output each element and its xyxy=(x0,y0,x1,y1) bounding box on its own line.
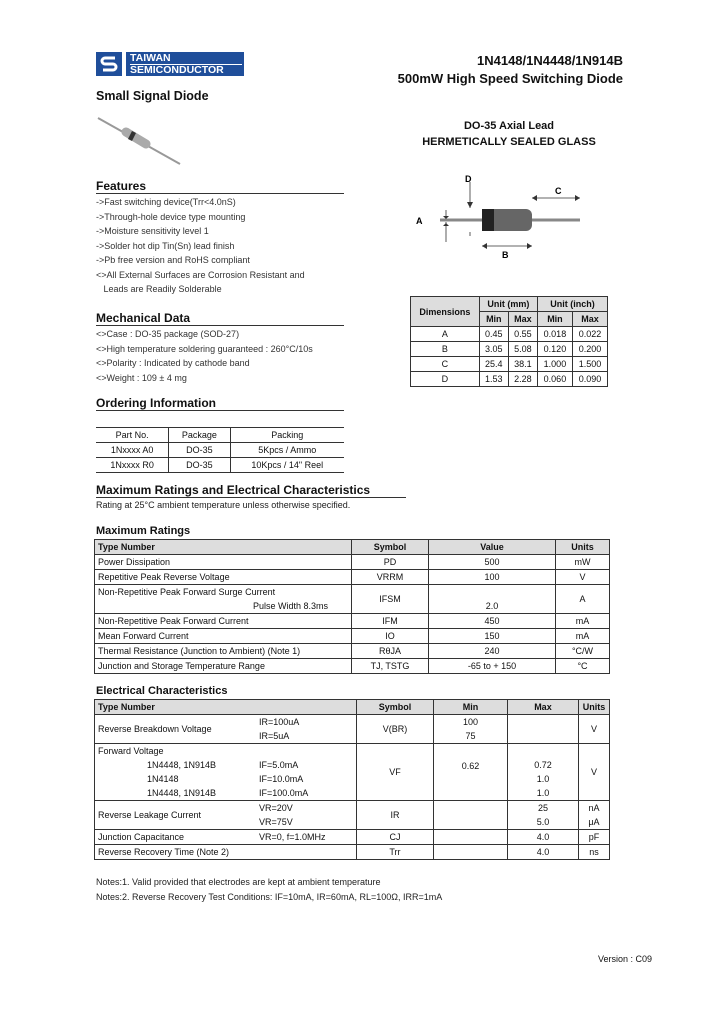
table-row: Junction and Storage Temperature Range TJ, TSTG -65 to + 150 °C xyxy=(95,659,610,674)
table-row: 1Nxxxx R0 DO-35 10Kpcs / 14" Reel xyxy=(96,458,344,473)
dim-col-header: Dimensions xyxy=(411,297,480,327)
table-row: Non-Repetitive Peak Forward Surge Current Pulse Width 8.3ms IFSM 2.0 A xyxy=(95,585,610,614)
electrical-table: Type Number Symbol Min Max Units Reverse Breakdown Voltage IR=100uA V(BR) 100 V IR=5uA 75 Forward Voltage VF 0.62 V 1N4448, 1N914B IF=5.0mA 0.72 1N4148 IF=10.0mA 1.0 1N4448, 1N914B IF=100.0mA 1.0 Reverse Leakage Current VR=20V IR 25 nA VR=75V 5.0 μA Junction Capacitance VR=0, f=1.0MHz CJ 4.0 pF Reverse Recovery Time (Note 2) Trr 4.0 ns xyxy=(94,699,610,860)
note-2: Notes:2. Reverse Recovery Test Conditions: IF=10mA, IR=60mA, RL=100Ω, IRR=1mA xyxy=(96,892,443,902)
table-row: Thermal Resistance (Junction to Ambient) (Note 1) RθJA 240 °C/W xyxy=(95,644,610,659)
table-row: Mean Forward Current IO 150 mA xyxy=(95,629,610,644)
mechanical-list xyxy=(96,327,356,385)
table-row: C 25.4 38.1 1.000 1.500 xyxy=(411,357,608,372)
max-header: Max xyxy=(508,312,537,327)
max-header: Max xyxy=(572,312,607,327)
list-item: <>High temperature soldering guaranteed : 260°C/10s xyxy=(96,343,313,354)
rating-note: Rating at 25°C ambient temperature unless otherwise specified. xyxy=(96,500,351,510)
part-numbers-title: 1N4148/1N4448/1N914B xyxy=(477,53,623,68)
list-item: ->Solder hot dip Tin(Sn) lead finish xyxy=(96,240,235,251)
table-row: VR=75V 5.0 μA xyxy=(95,815,610,830)
list-item: ->Moisture sensitivity level 1 xyxy=(96,226,209,236)
list-item: ->Through-hole device type mounting xyxy=(96,211,246,222)
list-item: Leads are Readily Solderable xyxy=(96,284,222,294)
table-row: Reverse Recovery Time (Note 2) Trr 4.0 ns xyxy=(95,845,610,860)
features-heading: Features xyxy=(96,179,344,194)
min-header: Min xyxy=(479,312,508,327)
dim-label-a: A xyxy=(416,216,423,226)
min-header: Min xyxy=(537,312,572,327)
mm-col-header: Unit (mm) xyxy=(479,297,537,312)
list-item: <>Weight : 109 ± 4 mg xyxy=(96,372,187,383)
note-1: Notes:1. Valid provided that electrodes are kept at ambient temperature xyxy=(96,877,381,887)
list-item: ->Pb free version and RoHS compliant xyxy=(96,255,250,265)
company-logo-text: TAIWAN SEMICONDUCTOR xyxy=(126,52,244,76)
list-item: <>All External Surfaces are Corrosion Resistant and xyxy=(96,269,305,280)
mechanical-heading: Mechanical Data xyxy=(96,311,344,326)
table-row: IR=5uA 75 xyxy=(95,729,610,744)
table-row: Reverse Leakage Current VR=20V IR 25 nA xyxy=(95,801,610,816)
ordering-heading: Ordering Information xyxy=(96,396,344,411)
electrical-subtitle: Electrical Characteristics xyxy=(96,685,228,697)
table-row: 1N4148 IF=10.0mA 1.0 xyxy=(95,772,610,786)
package-type-label: DO-35 Axial Lead xyxy=(463,120,555,132)
max-ratings-section-heading: Maximum Ratings and Electrical Characteristics xyxy=(96,483,406,498)
table-row: Junction Capacitance VR=0, f=1.0MHz CJ 4.0 pF xyxy=(95,830,610,845)
ordering-table: Part No. Package Packing 1Nxxxx A0 DO-35 5Kpcs / Ammo 1Nxxxx R0 DO-35 10Kpcs / 14" Reel xyxy=(96,427,344,473)
logo-icon xyxy=(96,52,122,76)
list-item: ->Fast switching device(Trr<4.0nS) xyxy=(96,197,236,207)
dim-label-b: B xyxy=(502,250,509,260)
max-ratings-table: Type Number Symbol Value Units Power Dissipation PD 500 mW Repetitive Peak Reverse Voltage VRRM 100 V Non-Repetitive Peak Forward Surge Current Pulse Width 8.3ms IFSM 2.0 A Non-Repetitive Peak Forward Current IFM 450 mA Mean Forward Current IO 150 mA Thermal Resistance (Junction to Ambient) (Note 1) RθJA 240 °C/W Junction and Storage Temperature Range TJ, TSTG -65 to + 150 °C xyxy=(94,539,610,674)
features-list xyxy=(96,195,356,297)
dim-label-c: C xyxy=(555,186,562,196)
product-subtitle: Small Signal Diode xyxy=(96,89,209,103)
table-row: Repetitive Peak Reverse Voltage VRRM 100 V xyxy=(95,570,610,585)
table-row: Non-Repetitive Peak Forward Current IFM 450 mA xyxy=(95,614,610,629)
list-item: <>Case : DO-35 package (SOD-27) xyxy=(96,329,240,339)
table-row: 1N4448, 1N914B IF=100.0mA 1.0 xyxy=(95,786,610,801)
table-row: Forward Voltage VF 0.62 V xyxy=(95,744,610,759)
version-label: Version : C09 xyxy=(597,954,652,964)
list-item: <>Polarity : Indicated by cathode band xyxy=(96,358,250,368)
diode-photo-image xyxy=(96,112,186,172)
table-row: Reverse Breakdown Voltage IR=100uA V(BR) 100 V xyxy=(95,715,610,730)
table-row: 1Nxxxx A0 DO-35 5Kpcs / Ammo xyxy=(96,443,344,458)
package-outline-diagram xyxy=(410,170,610,270)
table-row: Power Dissipation PD 500 mW xyxy=(95,555,610,570)
package-glass-label: HERMETICALLY SEALED GLASS xyxy=(422,136,596,148)
table-row: 1N4448, 1N914B IF=5.0mA 0.72 xyxy=(95,758,610,772)
max-ratings-subtitle: Maximum Ratings xyxy=(96,525,191,537)
table-row: B 3.05 5.08 0.120 0.200 xyxy=(411,342,608,357)
inch-col-header: Unit (inch) xyxy=(537,297,607,312)
table-row: A 0.45 0.55 0.018 0.022 xyxy=(411,327,608,342)
dimensions-table xyxy=(410,296,608,387)
table-row: D 1.53 2.28 0.060 0.090 xyxy=(411,372,608,387)
dim-label-d: D xyxy=(465,174,472,184)
product-title: 500mW High Speed Switching Diode xyxy=(397,71,623,86)
